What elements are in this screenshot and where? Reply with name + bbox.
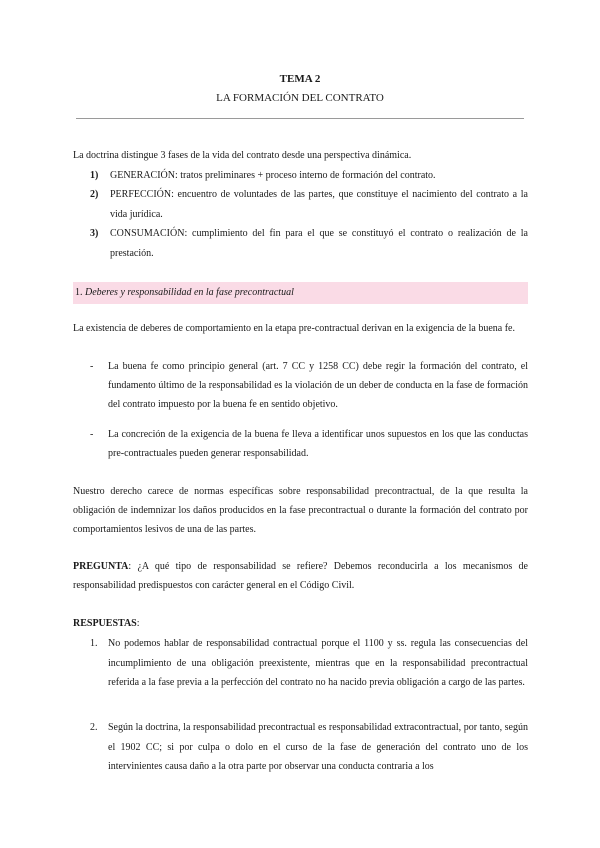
paragraph-good-faith: La existencia de deberes de comportamiento en la etapa pre-contractual derivan en la exigencia de la buena fe. [73, 323, 515, 334]
section-number: 1. [75, 287, 83, 298]
section-heading [73, 282, 528, 304]
answer-number: 1. [90, 638, 98, 649]
phase-number: 1) [90, 170, 99, 181]
phase-number: 2) [90, 189, 99, 200]
answers-colon: : [136, 618, 140, 629]
phase-text: PERFECCIÓN: encuentro de voluntades de las partes, que constituye el nacimiento del contrato a la vida jurídica. [110, 189, 528, 220]
answer-number: 2. [90, 722, 98, 733]
phase-item [90, 224, 528, 263]
answer-text: Según la doctrina, la responsabilidad precontractual es responsabilidad extracontractual, por tanto, según el 1902 CC; si por culpa o dolo en el curso de la fase de generación del contrato uno de los intervinientes causa daño a la otra parte por observar una conducta contraria a los [108, 722, 528, 772]
bullet-dash: - [90, 429, 94, 440]
bullet-dash: - [90, 361, 94, 372]
phase-number: 3) [90, 228, 99, 239]
title-divider [76, 118, 524, 119]
question-label: PREGUNTA [73, 561, 129, 572]
page-title: TEMA 2 [279, 73, 321, 85]
question-text: : ¿A qué tipo de responsabilidad se refiere? Debemos reconducirla a los mecanismos de responsabilidad predispuestos con carácter general en el Código Civil. [73, 561, 528, 591]
answers-heading [73, 614, 528, 633]
intro-paragraph: La doctrina distingue 3 fases de la vida del contrato desde una perspectiva dinámica. [73, 150, 412, 161]
answer-text: No podemos hablar de responsabilidad contractual porque el 1100 y ss. regula las consecuencias del incumplimiento de una obligación preexistente, mientras que en la responsabilidad precontractual referida a la fase previa a la perfección del contrato no ha nacido previa obligación a cargo de las partes. [108, 638, 528, 688]
bullet-item [90, 425, 528, 463]
phase-item [90, 166, 528, 186]
answer-item [90, 634, 528, 693]
phase-text: GENERACIÓN: tratos preliminares + proceso interno de formación del contrato. [110, 170, 436, 181]
bullet-item [90, 357, 528, 414]
answer-item [90, 718, 528, 777]
section-title: Deberes y responsabilidad en la fase precontractual [85, 287, 294, 298]
answers-label: RESPUESTAS [73, 618, 137, 629]
bullet-text: La concreción de la exigencia de la buena fe lleva a identificar unos supuestos en los que las conductas pre-contractuales pueden generar responsabilidad. [108, 429, 528, 459]
phase-text: CONSUMACIÓN: cumplimiento del fin para el que se constituyó el contrato o realización de la prestación. [110, 228, 528, 259]
page-subtitle: LA FORMACIÓN DEL CONTRATO [216, 92, 384, 104]
question-paragraph [73, 557, 528, 595]
phase-item [90, 185, 528, 224]
paragraph-no-rules: Nuestro derecho carece de normas específicas sobre responsabilidad precontractual, de la que resulta la obligación de indemnizar los daños producidos en la fase precontractual o durante la formación del contrato por comportamientos lesivos de una de las partes. [73, 486, 528, 535]
bullet-text: La buena fe como principio general (art. 7 CC y 1258 CC) debe regir la formación del contrato, el fundamento último de la responsabilidad es la violación de un deber de conducta en la fase de formación del contrato impuesto por la buena fe en sentido objetivo. [108, 361, 528, 410]
